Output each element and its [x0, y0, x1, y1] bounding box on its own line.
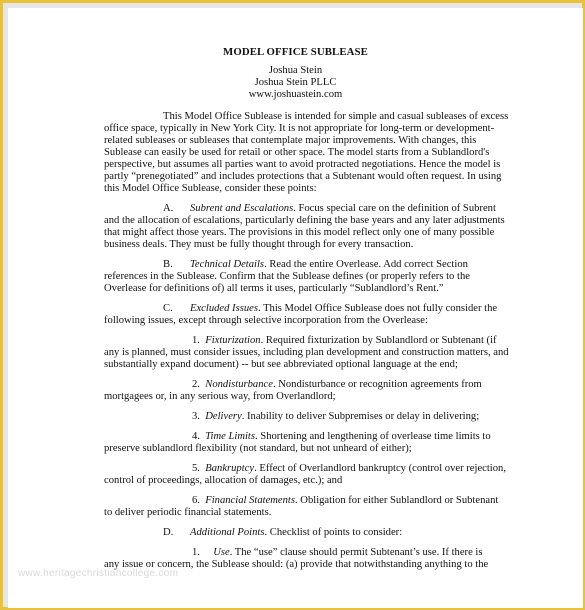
list-item-line: to deliver periodic financial statements.	[104, 507, 272, 518]
list-item-text: . Nondisturbance or recognition agreements from	[272, 379, 482, 390]
intro-line: perspective, but assumes all parties want to avoid protracted negotiations. Hence the model is	[104, 159, 501, 170]
section-a-line: and the allocation of escalations, particularly defining the base years and any later adjustments	[104, 215, 505, 226]
list-item-text: . Inability to deliver Subpremises or delay in delivering;	[241, 411, 480, 422]
intro-line: This Model Office Sublease is intended for simple and casual subleases of excess	[163, 111, 509, 122]
list-item-number: 5.	[192, 463, 200, 474]
list-item-number: 2.	[192, 379, 200, 390]
list-item-first-line	[192, 379, 482, 391]
section-b-heading: Technical Details	[190, 259, 265, 270]
list-item-heading: Time Limits	[205, 431, 255, 442]
list-item-text: . Shortening and lengthening of overlease time limits to	[255, 431, 491, 442]
list-item-line: mortgagees or, in any serious way, from Overlandlord;	[104, 391, 336, 402]
list-item-text: . Required fixturization by Sublandlord or Subtenant (if	[260, 335, 497, 346]
list-item-first-line	[192, 431, 491, 443]
intro-line: Sublease can easily be used for retail or other space. The model starts from a Sublandlord's	[104, 147, 490, 158]
list-item-line: any is planned, must consider issues, including plan development and construction matters, and	[104, 347, 509, 358]
intro-line: partly “prenegotiated” and includes protections that a Subtenant would often request. In using	[104, 171, 502, 182]
list-item-first-line	[192, 411, 479, 423]
section-c-first-line	[190, 303, 497, 315]
list-item-heading: Fixturization	[205, 335, 261, 346]
list-item-line: preserve sublandlord flexibility (not standard, but not unheard of either);	[104, 443, 412, 454]
section-b-first-line	[190, 259, 468, 271]
list-item-line: any issue or concern, the Sublease should: (a) provide that notwithstanding anything to the	[104, 559, 489, 570]
list-item-number: 6.	[192, 495, 200, 506]
section-d-first-line	[190, 527, 402, 539]
section-c-text: . This Model Office Sublease does not fully consider the	[257, 303, 498, 314]
list-item-line: control of proceedings, allocation of damages, etc.); and	[104, 475, 343, 486]
list-item-line: substantially expand document) -- but see abbreviated optional language at the end;	[104, 359, 458, 370]
section-a-line: that might affect those years. The provisions in this model reflect only one of many possible	[104, 227, 495, 238]
list-item-first-line	[192, 495, 498, 507]
section-d-heading: Additional Points	[190, 527, 265, 538]
section-a-heading: Subrent and Escalations	[190, 203, 294, 214]
section-a-first-line	[190, 203, 496, 215]
list-item-heading: Delivery	[205, 411, 242, 422]
list-item-first-line	[192, 547, 483, 559]
section-b-marker: B.	[163, 259, 173, 270]
document-title: MODEL OFFICE SUBLEASE	[223, 46, 368, 58]
section-d-text: . Checklist of points to consider:	[264, 527, 403, 538]
list-item-text: . Effect of Overlandlord bankruptcy (control over rejection,	[254, 463, 506, 474]
list-item-heading: Nondisturbance	[205, 379, 273, 390]
intro-line: office space, typically in New York City. It is not appropriate for long-term or development-	[104, 123, 495, 134]
list-item-number: 4.	[192, 431, 200, 442]
intro-line: related subleases or subleases that contemplate major improvements. With changes, this	[104, 135, 477, 146]
watermark-text: www.heritagechristiancollege.com	[18, 568, 179, 579]
list-item-first-line	[192, 463, 506, 475]
section-b-line: references in the Sublease. Confirm that the Sublease defines (or properly refers to the	[104, 271, 470, 282]
section-c-heading: Excluded Issues	[190, 303, 258, 314]
list-item-number: 1.	[192, 335, 200, 346]
list-item-number: 1.	[192, 547, 200, 558]
list-item-number: 3.	[192, 411, 200, 422]
section-b-line: Overlease for definitions of) all terms it uses, particularly “Sublandlord’s Rent.”	[104, 283, 444, 294]
list-item-text: . The “use” clause should permit Subtenant’s use. If there is	[229, 547, 483, 558]
list-item-text: . Obligation for either Sublandlord or Subtenant	[295, 495, 499, 506]
section-a-line: business deals. They must be fully thought through for every transaction.	[104, 239, 414, 250]
document-page	[8, 8, 583, 608]
list-item-heading: Use	[213, 547, 230, 558]
list-item-heading: Financial Statements	[205, 495, 295, 506]
list-item-heading: Bankruptcy	[205, 463, 255, 474]
intro-line: this Model Office Sublease, consider these points:	[104, 183, 317, 194]
section-a-marker: A.	[163, 203, 174, 214]
section-d-marker: D.	[163, 527, 174, 538]
author-url: www.joshuastein.com	[248, 89, 343, 100]
section-c-marker: C.	[163, 303, 173, 314]
author-firm: Joshua Stein PLLC	[254, 77, 337, 88]
list-item-first-line	[192, 335, 497, 347]
section-a-text: . Focus special care on the definition of Subrent	[293, 203, 496, 214]
section-c-line: following issues, except through selective incorporation from the Overlease:	[104, 315, 428, 326]
author-name: Joshua Stein	[268, 65, 323, 76]
section-b-text: . Read the entire Overlease. Add correct Section	[264, 259, 468, 270]
